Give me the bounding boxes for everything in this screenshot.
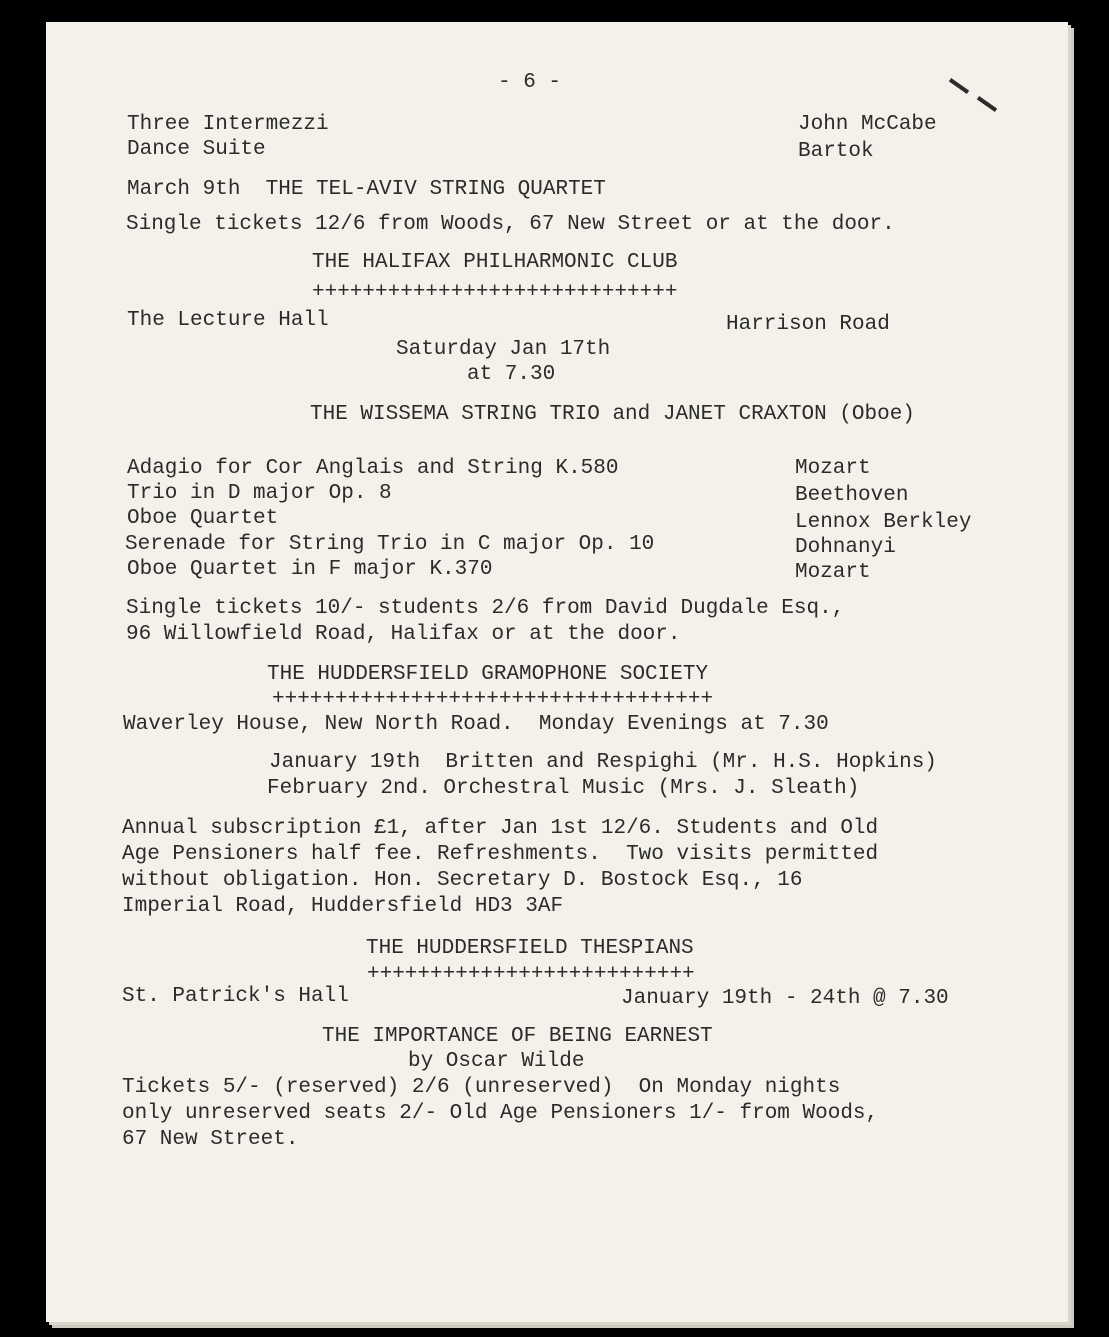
venue-road: Harrison Road — [726, 313, 890, 336]
event-line: February 2nd. Orchestral Music (Mrs. J. Sleath) — [267, 777, 860, 800]
venue: Waverley House, New North Road. Monday Evenings at 7.30 — [123, 713, 829, 736]
document-page — [46, 22, 1068, 1322]
programme-work: Oboe Quartet in F major K.370 — [127, 558, 493, 581]
play-author: by Oscar Wilde — [408, 1050, 585, 1073]
performers: THE WISSEMA STRING TRIO and JANET CRAXTON (Oboe) — [310, 403, 915, 426]
programme-work: Trio in D major Op. 8 — [127, 482, 392, 505]
play-title: THE IMPORTANCE OF BEING EARNEST — [322, 1025, 713, 1048]
programme-work: Oboe Quartet — [127, 507, 279, 530]
section-title: THE HALIFAX PHILHARMONIC CLUB — [312, 251, 678, 274]
subscription-info: Age Pensioners half fee. Refreshments. Two visits permitted — [122, 843, 879, 866]
section-title: THE HUDDERSFIELD THESPIANS — [366, 937, 694, 960]
subscription-info: Annual subscription £1, after Jan 1st 12/6. Students and Old — [122, 817, 879, 840]
ticket-info: 67 New Street. — [122, 1128, 299, 1151]
event-dates: January 19th - 24th @ 7.30 — [621, 987, 949, 1010]
ticket-info: Single tickets 10/- students 2/6 from David Dugdale Esq., — [126, 597, 845, 620]
ticket-info: Single tickets 12/6 from Woods, 67 New Street or at the door. — [126, 213, 895, 236]
section-rule: +++++++++++++++++++++++++++++++++++ — [272, 688, 714, 711]
programme-composer: Mozart — [795, 561, 871, 584]
event-line: March 9th THE TEL-AVIV STRING QUARTET — [127, 178, 606, 201]
programme-composer: Lennox Berkley — [795, 511, 972, 534]
ticket-info: 96 Willowfield Road, Halifax or at the door. — [126, 623, 681, 646]
page-number: - 6 - — [498, 71, 562, 94]
work-title: Dance Suite — [127, 138, 266, 161]
programme-composer: Mozart — [795, 457, 871, 480]
section-rule: ++++++++++++++++++++++++++ — [367, 963, 695, 986]
subscription-info: Imperial Road, Huddersfield HD3 3AF — [122, 895, 564, 918]
programme-composer: Beethoven — [795, 484, 909, 507]
event-time: at 7.30 — [467, 363, 556, 386]
venue: St. Patrick's Hall — [122, 985, 349, 1008]
section-title: THE HUDDERSFIELD GRAMOPHONE SOCIETY — [267, 663, 709, 686]
event-date: Saturday Jan 17th — [396, 338, 611, 361]
programme-work: Serenade for String Trio in C major Op. 10 — [125, 533, 655, 556]
ticket-info: only unreserved seats 2/- Old Age Pensioners 1/- from Woods, — [122, 1102, 879, 1125]
pen-mark — [949, 78, 969, 94]
programme-composer: Dohnanyi — [795, 536, 896, 559]
subscription-info: without obligation. Hon. Secretary D. Bostock Esq., 16 — [122, 869, 803, 892]
section-rule: +++++++++++++++++++++++++++++ — [312, 281, 678, 304]
composer: Bartok — [798, 140, 874, 163]
programme-work: Adagio for Cor Anglais and String K.580 — [127, 457, 619, 480]
venue: The Lecture Hall — [127, 309, 329, 332]
pen-mark — [977, 96, 997, 112]
work-title: Three Intermezzi — [127, 113, 329, 136]
event-line: January 19th Britten and Respighi (Mr. H.S. Hopkins) — [269, 751, 937, 774]
ticket-info: Tickets 5/- (reserved) 2/6 (unreserved) On Monday nights — [122, 1076, 841, 1099]
composer: John McCabe — [798, 113, 937, 136]
